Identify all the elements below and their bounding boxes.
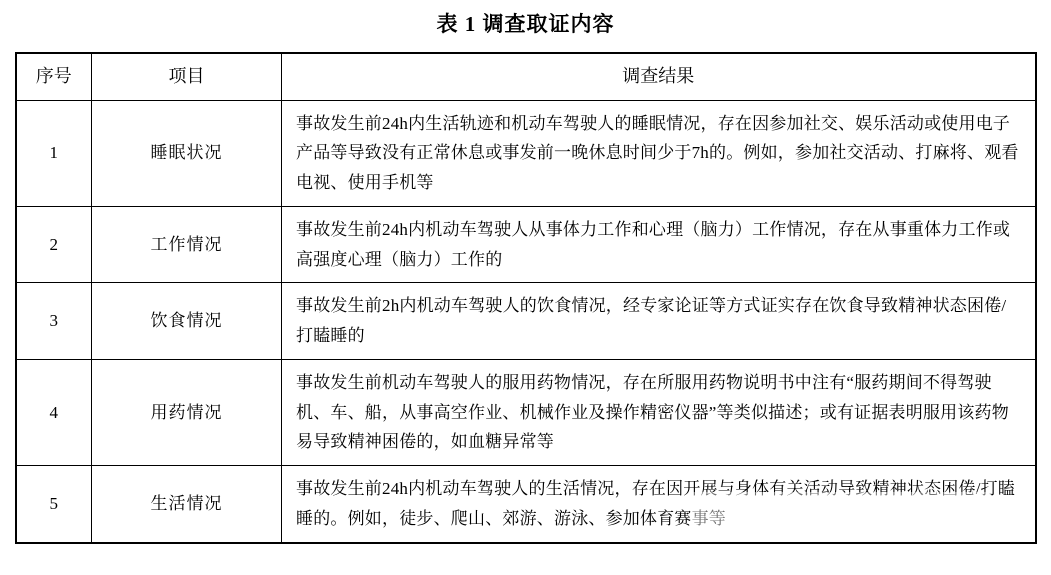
table-header: [16, 53, 1036, 100]
table-row: [16, 100, 1036, 206]
table-row: [16, 359, 1036, 465]
cell-result: 事故发生前24h内生活轨迹和机动车驾驶人的睡眠情况，存在因参加社交、娱乐活动或使用电子产品等导致没有正常休息或事发前一晚休息时间少于7h的。例如，参加社交活动、打麻将、观看电视、使用手机等: [282, 100, 1036, 206]
column-header-result: 调查结果: [282, 53, 1036, 100]
cell-no: 2: [16, 206, 92, 283]
cell-no: 1: [16, 100, 92, 206]
cell-result: 事故发生前24h内机动车驾驶人从事体力工作和心理（脑力）工作情况，存在从事重体力工作或高强度心理（脑力）工作的: [282, 206, 1036, 283]
table-row: [16, 283, 1036, 360]
cell-result: 事故发生前机动车驾驶人的服用药物情况，存在所服用药物说明书中注有“服药期间不得驾驶机、车、船，从事高空作业、机械作业及操作精密仪器”等类似描述；或有证据表明服用该药物易导致精神困倦的，如血糖异常等: [282, 359, 1036, 465]
cell-result: 事故发生前2h内机动车驾驶人的饮食情况，经专家论证等方式证实存在饮食导致精神状态困倦/打瞌睡的: [282, 283, 1036, 360]
table-row: [16, 466, 1036, 543]
cell-item: 饮食情况: [92, 283, 282, 360]
cell-no: 5: [16, 466, 92, 543]
column-header-no: 序号: [16, 53, 92, 100]
table-body: [16, 100, 1036, 543]
table-header-row: [16, 53, 1036, 100]
page-title: 表 1 调查取证内容: [436, 12, 615, 36]
cell-item: 生活情况: [92, 466, 282, 543]
cell-item: 用药情况: [92, 359, 282, 465]
table-row: [16, 206, 1036, 283]
cell-no: 4: [16, 359, 92, 465]
cell-no: 3: [16, 283, 92, 360]
column-header-item: 项目: [92, 53, 282, 100]
cell-item: 工作情况: [92, 206, 282, 283]
cell-result: 事故发生前24h内机动车驾驶人的生活情况，存在因开展与身体有关活动导致精神状态困倦/打瞌睡的。例如，徒步、爬山、郊游、游泳、参加体育赛事等: [282, 466, 1036, 543]
investigation-table: [15, 52, 1037, 544]
cell-item: 睡眠状况: [92, 100, 282, 206]
